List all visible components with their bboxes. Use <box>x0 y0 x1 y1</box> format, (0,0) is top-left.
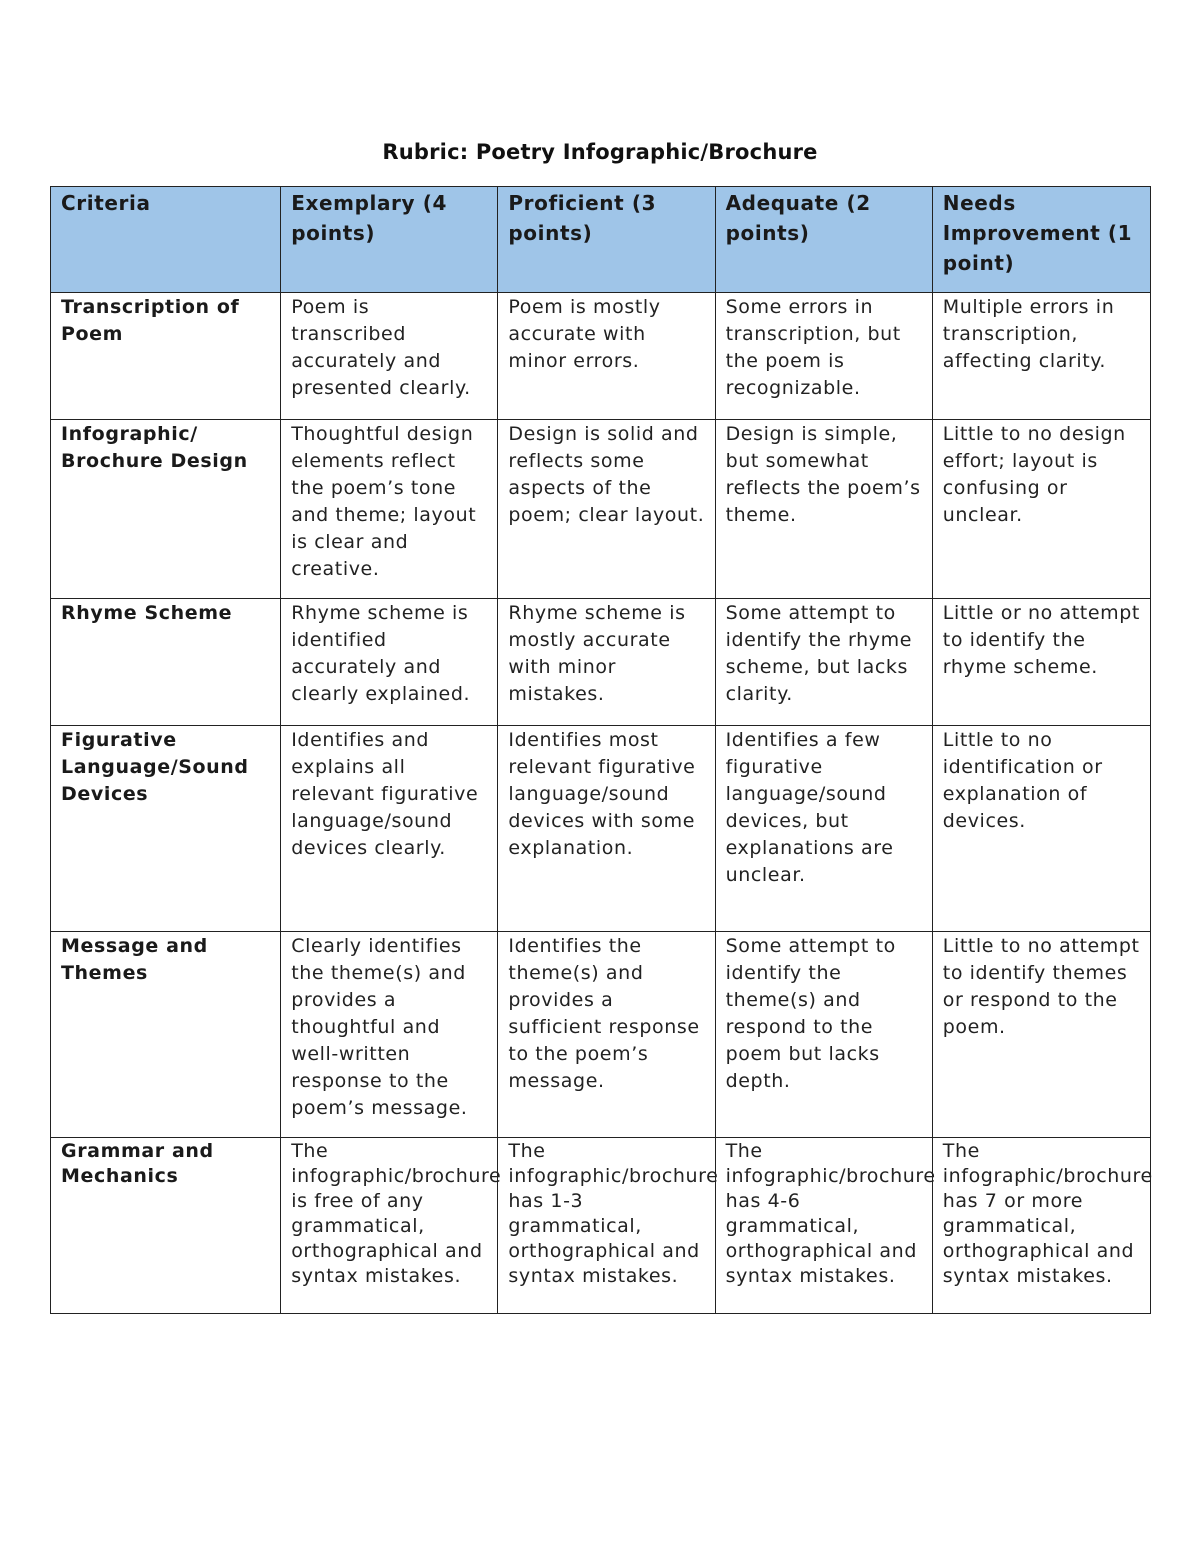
table-cell: Rhyme scheme is mostly accurate with minor mistakes. <box>498 599 715 726</box>
column-header-proficient: Proficient (3 points) <box>498 187 715 293</box>
table-cell: Some errors in transcription, but the poem is recognizable. <box>715 293 932 420</box>
row-criterion: Figurative Language/Sound Devices <box>51 726 281 932</box>
table-cell: Some attempt to identify the theme(s) and respond to the poem but lacks depth. <box>715 932 932 1138</box>
row-criterion: Infographic/ Brochure Design <box>51 420 281 599</box>
table-cell: Little to no design effort; layout is confusing or unclear. <box>932 420 1150 599</box>
table-cell: The infographic/brochure has 1-3 grammatical, orthographical and syntax mistakes. <box>498 1138 715 1314</box>
column-header-needs-improvement: Needs Improvement (1 point) <box>932 187 1150 293</box>
table-cell: Poem is mostly accurate with minor errors. <box>498 293 715 420</box>
table-cell: The infographic/brochure has 4-6 grammatical, orthographical and syntax mistakes. <box>715 1138 932 1314</box>
table-cell: Multiple errors in transcription, affecting clarity. <box>932 293 1150 420</box>
column-header-criteria: Criteria <box>51 187 281 293</box>
header-row <box>51 187 1151 293</box>
table-cell: Rhyme scheme is identified accurately and clearly explained. <box>281 599 498 726</box>
table-cell: Little or no attempt to identify the rhyme scheme. <box>932 599 1150 726</box>
page-title: Rubric: Poetry Infographic/Brochure <box>382 140 818 164</box>
table-cell: Poem is transcribed accurately and presented clearly. <box>281 293 498 420</box>
row-criterion: Grammar and Mechanics <box>51 1138 281 1314</box>
column-header-exemplary: Exemplary (4 points) <box>281 187 498 293</box>
table-row <box>51 420 1151 599</box>
table-cell: Identifies and explains all relevant figurative language/sound devices clearly. <box>281 726 498 932</box>
table-cell: The infographic/brochure is free of any grammatical, orthographical and syntax mistakes. <box>281 1138 498 1314</box>
row-criterion: Message and Themes <box>51 932 281 1138</box>
table-cell: Design is solid and reflects some aspects of the poem; clear layout. <box>498 420 715 599</box>
row-criterion: Transcription of Poem <box>51 293 281 420</box>
table-cell: Identifies a few figurative language/sound devices, but explanations are unclear. <box>715 726 932 932</box>
table-cell: Identifies the theme(s) and provides a sufficient response to the poem’s message. <box>498 932 715 1138</box>
table-cell: Identifies most relevant figurative language/sound devices with some explanation. <box>498 726 715 932</box>
rubric-table <box>50 186 1151 1314</box>
row-criterion: Rhyme Scheme <box>51 599 281 726</box>
table-cell: Clearly identifies the theme(s) and provides a thoughtful and well-written response to the poem’s message. <box>281 932 498 1138</box>
table-cell: The infographic/brochure has 7 or more grammatical, orthographical and syntax mistakes. <box>932 1138 1150 1314</box>
table-cell: Some attempt to identify the rhyme scheme, but lacks clarity. <box>715 599 932 726</box>
table-cell: Little to no attempt to identify themes or respond to the poem. <box>932 932 1150 1138</box>
table-row <box>51 726 1151 932</box>
table-cell: Thoughtful design elements reflect the poem’s tone and theme; layout is clear and creative. <box>281 420 498 599</box>
column-header-adequate: Adequate (2 points) <box>715 187 932 293</box>
table-row <box>51 293 1151 420</box>
table-cell: Little to no identification or explanation of devices. <box>932 726 1150 932</box>
table-cell: Design is simple, but somewhat reflects the poem’s theme. <box>715 420 932 599</box>
table-row <box>51 932 1151 1138</box>
table-row <box>51 1138 1151 1314</box>
table-row <box>51 599 1151 726</box>
